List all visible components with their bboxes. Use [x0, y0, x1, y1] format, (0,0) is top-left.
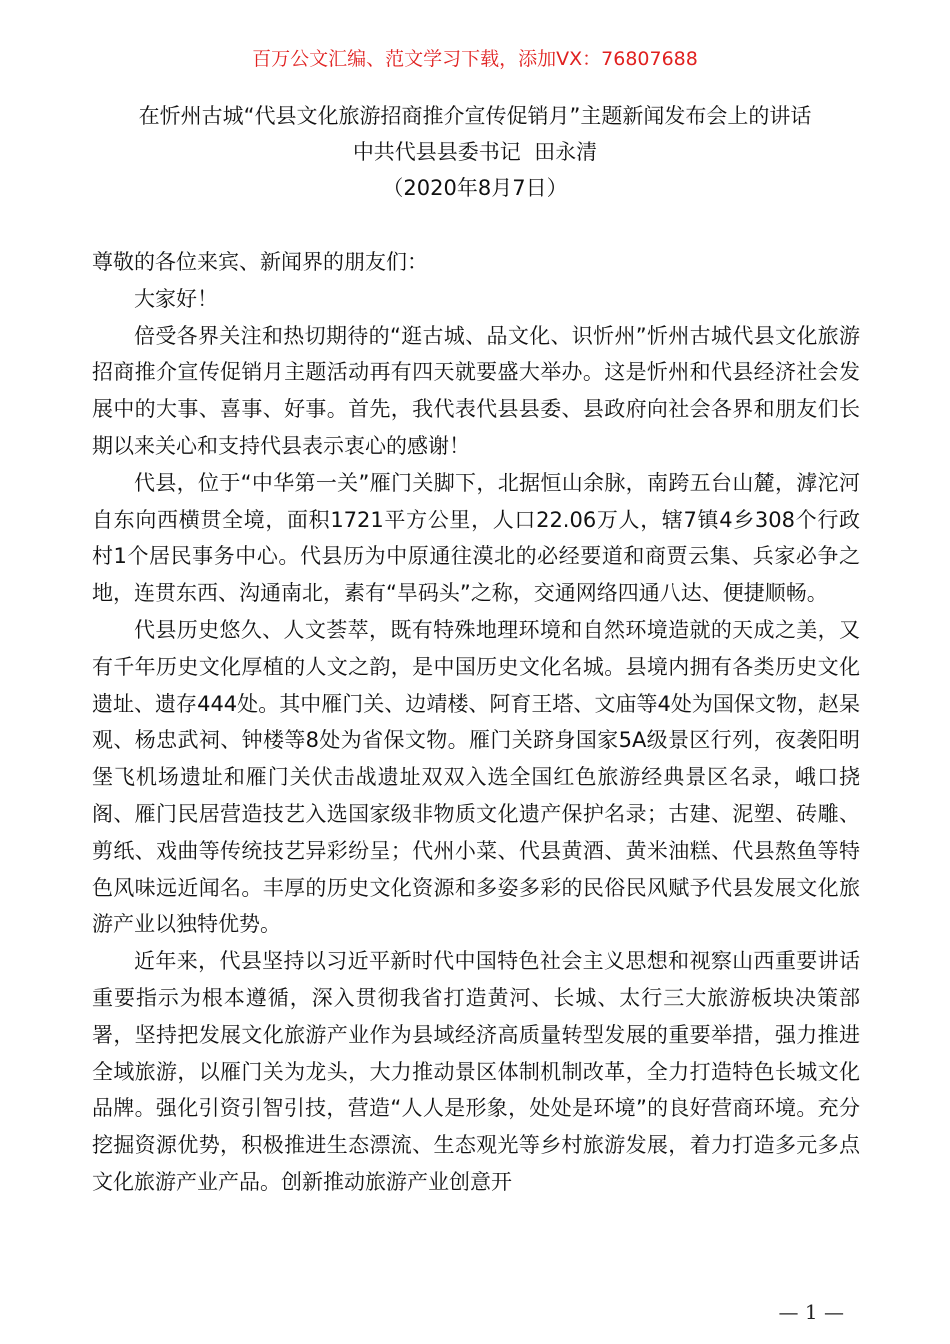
page-number: — 1 —: [778, 1300, 844, 1324]
document-body: [92, 244, 860, 1201]
speaker-line: 中共代县县委书记 田永清: [352, 140, 598, 164]
document-title: 在忻州古城“代县文化旅游招商推介宣传促销月”主题新闻发布会上的讲话: [138, 104, 812, 128]
paragraph-history-culture: 代县历史悠久、人文荟萃，既有特殊地理环境和自然环境造就的天成之美，又有千年历史文化厚植的人文之韵，是中国历史文化名城。县境内拥有各类历史文化遗址、遗存444处。其中雁门关、边靖楼、阿育王塔、文庙等4处为国保文物，赵杲观、杨忠武祠、钟楼等8处为省保文物。雁门关跻身国家5A级景区行列，夜袭阳明堡飞机场遗址和雁门关伏击战遗址双双入选全国红色旅游经典景区名录，峨口挠阁、雁门民居营造技艺入选国家级非物质文化遗产保护名录；古建、泥塑、砖雕、剪纸、戏曲等传统技艺异彩纷呈；代州小菜、代县黄酒、黄米油糕、代县熬鱼等特色风味远近闻名。丰厚的历史文化资源和多姿多彩的民俗民风赋予代县发展文化旅游产业以独特优势。: [92, 617, 860, 937]
salutation: 尊敬的各位来宾、新闻界的朋友们：: [92, 250, 428, 274]
paragraph-event-intro: 倍受各界关注和热切期待的“逛古城、品文化、识忻州”忻州古城代县文化旅游招商推介宣传促销月主题活动再有四天就要盛大举办。这是忻州和代县经济社会发展中的大事、喜事、好事。首先，我代表代县县委、县政府向社会各界和朋友们长期以来关心和支持代县表示衷心的感谢！: [92, 323, 860, 458]
paragraph-greeting: 大家好！: [134, 286, 218, 311]
paragraph-county-overview: 代县，位于“中华第一关”雁门关脚下，北据恒山余脉，南跨五台山麓，滹沱河自东向西横贯全境，面积1721平方公里，人口22.06万人，辖7镇4乡308个行政村1个居民事务中心。代县历为中原通往漠北的必经要道和商贾云集、兵家必争之地，连贯东西、沟通南北，素有“旱码头”之称，交通网络四通八达、便捷顺畅。: [92, 470, 860, 606]
title-block: [0, 98, 950, 206]
header-note: 百万公文汇编、范文学习下载，添加VX：76807688: [252, 48, 698, 70]
paragraph-recent-development: 近年来，代县坚持以习近平新时代中国特色社会主义思想和视察山西重要讲话重要指示为根本遵循，深入贯彻我省打造黄河、长城、太行三大旅游板块决策部署，坚持把发展文化旅游产业作为县域经济高质量转型发展的重要举措，强力推进全域旅游，以雁门关为龙头，大力推动景区体制机制改革，全力打造特色长城文化品牌。强化引资引智引技，营造“人人是形象，处处是环境”的良好营商环境。充分挖掘资源优势，积极推进生态漂流、生态观光等乡村旅游发展，着力打造多元多点文化旅游产业产品。创新推动旅游产业创意开: [92, 949, 860, 1194]
date-line: （2020年8月7日）: [382, 176, 568, 200]
